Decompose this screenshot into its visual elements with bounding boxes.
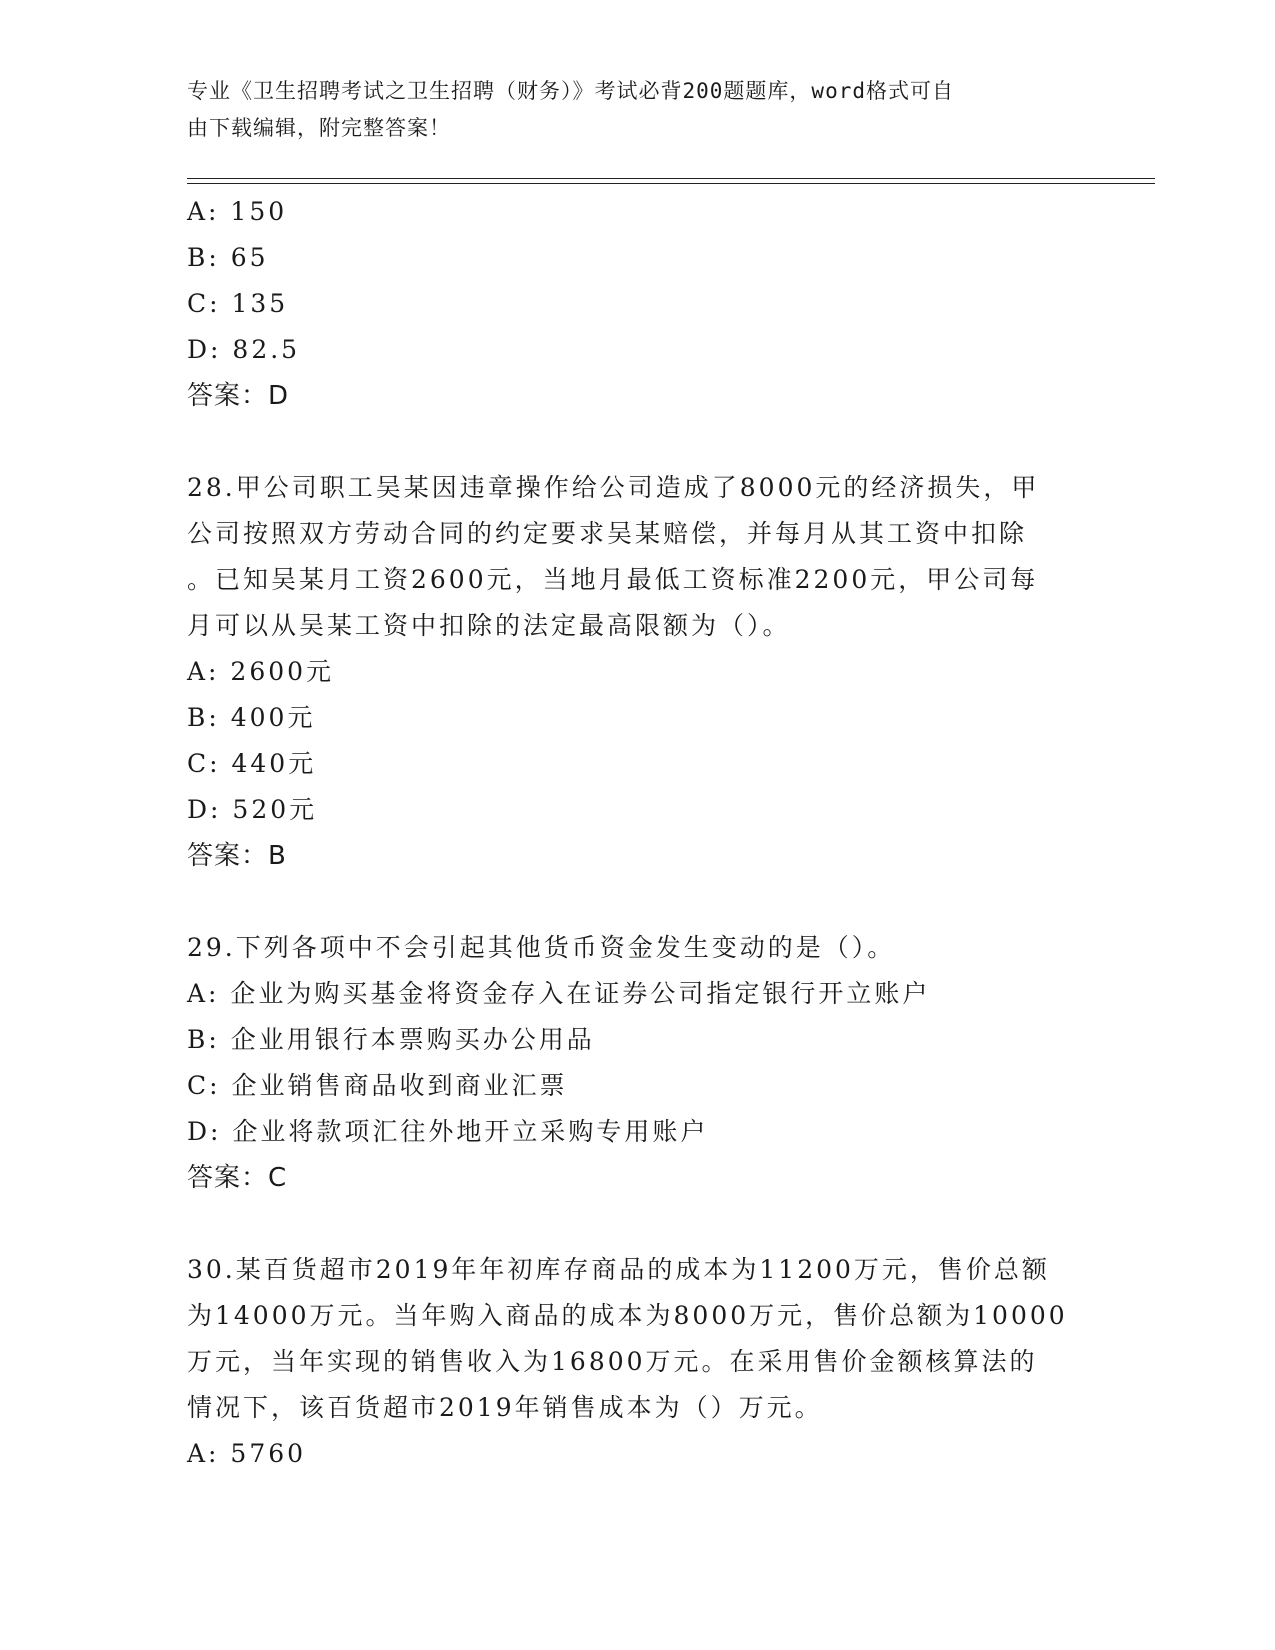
question-text-line: 万元，当年实现的销售收入为16800万元。在采用售价金额核算法的 [187,1347,1038,1376]
spacer [187,1201,1087,1247]
option-a: A: 2600元 [187,657,335,686]
option-c: C: 135 [187,289,289,318]
option-a: A: 5760 [187,1439,307,1468]
document-body [187,189,1087,1477]
spacer [187,879,1087,925]
question-text-line: 为14000万元。当年购入商品的成本为8000万元，售价总额为10000 [187,1301,1068,1330]
question-text-line: 29.下列各项中不会引起其他货币资金发生变动的是（）。 [187,933,896,962]
question-text-line: 30.某百货超市2019年年初库存商品的成本为11200万元，售价总额 [187,1255,1050,1284]
question-block-30 [187,1247,1087,1477]
question-block-28 [187,465,1087,879]
spacer [187,419,1087,465]
answer-line: 答案：D [187,381,290,411]
option-a: A: 150 [187,197,288,226]
answer-line: 答案：B [187,841,287,871]
header-line-2: 由下载编辑，附完整答案！ [187,116,451,140]
document-header [187,73,1067,147]
option-c: C: 企业销售商品收到商业汇票 [187,1071,568,1100]
answer-line: 答案：C [187,1163,288,1193]
option-d: D: 520元 [187,795,318,824]
option-b: B: 400元 [187,703,316,732]
option-c: C: 440元 [187,749,317,778]
question-text-line: 月可以从吴某工资中扣除的法定最高限额为（）。 [187,611,791,640]
option-b: B: 65 [187,243,269,272]
option-d: D: 82.5 [187,335,301,364]
header-line-1: 专业《卫生招聘考试之卫生招聘（财务）》考试必背200题题库，word格式可自 [187,79,954,103]
option-d: D: 企业将款项汇往外地开立采购专用账户 [187,1117,709,1146]
option-a: A: 企业为购买基金将资金存入在证券公司指定银行开立账户 [187,979,931,1008]
question-text-line: 。已知吴某月工资2600元，当地月最低工资标准2200元，甲公司每 [187,565,1039,594]
question-text-line: 28.甲公司职工吴某因违章操作给公司造成了8000元的经济损失，甲 [187,473,1040,502]
question-text-line: 公司按照双方劳动合同的约定要求吴某赔偿，并每月从其工资中扣除 [187,519,1028,548]
question-block-29 [187,925,1087,1201]
option-b: B: 企业用银行本票购买办公用品 [187,1025,595,1054]
header-divider-top [187,178,1155,179]
header-divider-bottom [187,183,1155,184]
question-block-27 [187,189,1087,419]
question-text-line: 情况下，该百货超市2019年销售成本为（）万元。 [187,1393,823,1422]
